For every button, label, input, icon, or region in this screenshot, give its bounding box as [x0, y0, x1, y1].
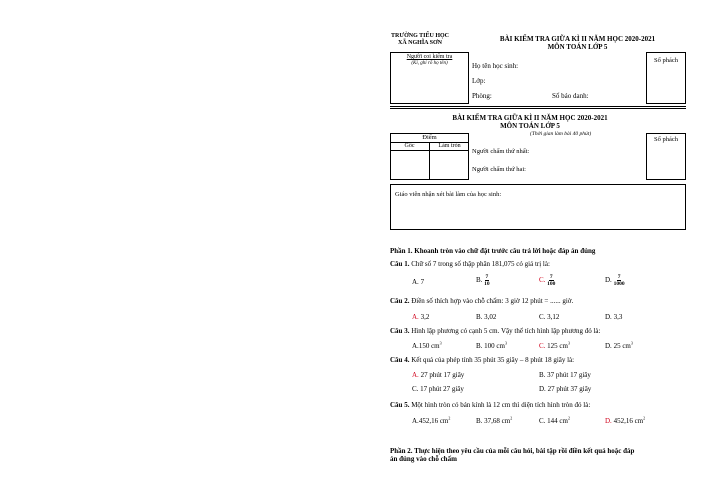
divider-top	[390, 106, 686, 107]
q1-c-letter: C.	[539, 276, 546, 285]
part2-title	[390, 447, 690, 463]
q4-option-c[interactable]	[412, 385, 464, 393]
q5-option-b[interactable]	[476, 417, 512, 425]
question-3	[390, 327, 600, 335]
q1-option-a[interactable]	[412, 278, 424, 286]
q4-option-b[interactable]	[539, 371, 591, 379]
q4-c-text: 17 phút 27 giây	[420, 385, 464, 393]
grading-subject-line: MÔN TOÁN LỚP 5	[500, 122, 560, 130]
q5-label: Câu 5.	[390, 401, 410, 409]
q1-c-fraction: $\frac{7}{100}$	[547, 274, 556, 287]
class-label: Lớp:	[472, 77, 486, 85]
q3-c-text: 125 cm	[547, 342, 568, 350]
q5-d-letter: D.	[605, 417, 612, 425]
q1-a-text: 7	[420, 278, 425, 286]
q2-c-letter: C.	[539, 313, 546, 321]
q5-option-a[interactable]	[412, 417, 450, 425]
q2-option-a[interactable]	[412, 313, 429, 321]
exam-subject-line: MÔN TOÁN LỚP 5	[547, 43, 608, 51]
q3-text: Hình lập phương có cạnh 5 cm. Vậy thể tích hình lập phương đó là:	[411, 327, 601, 335]
q1-b-fraction: $\frac{7}{10}$	[484, 274, 490, 287]
teacher-comment-label: Giáo viên nhận xét bài làm của học sinh:	[395, 191, 502, 198]
q2-a-text: 3,2	[420, 313, 430, 321]
exam-title-line: BÀI KIỂM TRA GIỮA KÌ II NĂM HỌC 2020-2021	[499, 35, 656, 43]
q5-c-text: 144 cm	[547, 417, 568, 425]
q2-b-letter: B.	[476, 313, 483, 321]
q1-option-d[interactable]	[605, 274, 625, 287]
q4-text: Kết quả của phép tính 35 phút 35 giây – 8 phút 18 giây là:	[411, 356, 575, 364]
question-5	[390, 401, 590, 409]
score-label: Điểm	[422, 134, 437, 141]
q1-text: Chữ số 7 trong số thập phân 181,075 có giá trị là:	[411, 260, 550, 268]
supervisor-label: Người coi kiểm tra	[406, 54, 453, 60]
serial-box-top	[646, 52, 686, 104]
q2-d-letter: D.	[605, 313, 612, 321]
q2-a-letter: A.	[412, 313, 419, 321]
q4-d-letter: D.	[539, 385, 546, 393]
q5-b-sup: 2	[510, 415, 513, 421]
exam-title	[470, 35, 685, 51]
q5-option-d[interactable]	[605, 417, 645, 425]
q4-d-text: 27 phút 37 giây	[547, 385, 592, 393]
q5-d-sup: 2	[643, 415, 646, 421]
q3-a-letter: A.	[412, 342, 419, 350]
q5-c-sup: 2	[567, 415, 570, 421]
rounded-score-label: Làm tròn	[438, 143, 461, 149]
q4-option-d[interactable]	[539, 385, 591, 393]
grading-title	[430, 114, 630, 130]
school-name	[388, 33, 452, 47]
candidate-number-label: Số báo danh:	[552, 92, 589, 100]
q1-b-letter: B.	[476, 276, 483, 285]
q3-d-text: 25 cm	[613, 342, 631, 350]
q3-b-text: 100 cm	[484, 342, 505, 350]
q3-option-a[interactable]	[412, 342, 442, 350]
q5-d-text: 452,16 cm	[613, 417, 644, 425]
question-1	[390, 260, 550, 268]
q2-text: Điền số thích hợp vào chỗ chấm: 3 giờ 12 phút = ...... giờ.	[411, 297, 574, 305]
q2-option-c[interactable]	[539, 313, 559, 321]
divider-top-2	[390, 108, 686, 109]
q3-b-sup: 3	[504, 340, 507, 346]
q2-label: Câu 2.	[390, 297, 410, 305]
q2-option-b[interactable]	[476, 313, 496, 321]
serial-label-top: Số phách	[653, 57, 678, 64]
q4-c-letter: C.	[412, 385, 419, 393]
q1-d-letter: D.	[605, 276, 612, 285]
q5-c-letter: C.	[539, 417, 546, 425]
question-4	[390, 356, 574, 364]
supervisor-note: (Kí, ghi rõ họ tên)	[411, 61, 448, 66]
q1-label: Câu 1.	[390, 260, 410, 268]
q1-option-c[interactable]	[539, 274, 555, 287]
q5-a-sup: 2	[448, 415, 451, 421]
q1-d-fraction: $\frac{7}{1000}$	[613, 274, 625, 287]
q5-text: Một hình tròn có bán kính là 12 cm thì diện tích hình tròn đó là:	[411, 401, 591, 409]
q4-b-letter: B.	[539, 371, 546, 379]
q3-label: Câu 3.	[390, 327, 410, 335]
question-2	[390, 297, 573, 305]
serial-label-bottom: Số phách	[653, 136, 678, 143]
q4-option-a[interactable]	[412, 371, 464, 379]
q4-a-text: 27 phút 17 giây	[420, 371, 465, 379]
school-line2: XÃ NGHĨA SƠN	[397, 40, 442, 46]
original-score-label: Gốc	[404, 143, 415, 149]
q3-d-sup: 3	[630, 340, 633, 346]
q1-a-letter: A.	[412, 278, 419, 286]
q3-option-d[interactable]	[605, 342, 633, 350]
q3-c-letter: C.	[539, 342, 546, 350]
room-label: Phòng:	[472, 92, 492, 100]
q4-label: Câu 4.	[390, 356, 410, 364]
school-line1: TRƯỜNG TIỂU HỌC	[390, 33, 449, 39]
part2-title-line1: Phần 2. Thực hiện theo yêu cầu của mỗi câu hỏi, bài tập rồi điền kết quả hoặc đáp	[390, 447, 635, 455]
q3-option-c[interactable]	[539, 342, 570, 350]
q5-b-text: 37,68 cm	[484, 417, 511, 425]
supervisor-box	[390, 52, 469, 104]
q4-a-letter: A.	[412, 371, 419, 379]
part1-title: Phần 1. Khoanh tròn vào chữ đặt trước câu trả lời hoặc đáp án đúng	[390, 247, 596, 255]
q2-d-text: 3,3	[613, 313, 623, 321]
q3-b-letter: B.	[476, 342, 483, 350]
serial-box-bottom	[646, 133, 686, 180]
q3-a-text: 150 cm	[418, 342, 440, 350]
q5-b-letter: B.	[476, 417, 483, 425]
grading-title-line: BÀI KIỂM TRA GIỮA KÌ II NĂM HỌC 2020-2021	[452, 114, 608, 122]
grader1-label: Người chấm thứ nhất:	[472, 148, 530, 155]
q3-option-b[interactable]	[476, 342, 507, 350]
q5-a-letter: A.	[412, 417, 419, 425]
q4-b-text: 37 phút 17 giây	[547, 371, 591, 379]
q3-a-sup: 3	[439, 340, 442, 346]
q1-option-b[interactable]	[476, 274, 490, 287]
q2-option-d[interactable]	[605, 313, 622, 321]
time-note: (Thời gian làm bài 40 phút)	[530, 131, 592, 137]
q5-option-c[interactable]	[539, 417, 570, 425]
grader2-label: Người chấm thứ hai:	[472, 166, 526, 173]
q2-c-text: 3,12	[547, 313, 560, 321]
q2-b-text: 3,02	[484, 313, 497, 321]
q3-d-letter: D.	[605, 342, 612, 350]
part2-title-line2: án đúng vào chỗ chấm	[390, 455, 457, 463]
q3-c-sup: 3	[567, 340, 570, 346]
q5-a-text: 452,16 cm	[418, 417, 449, 425]
teacher-comment-box	[390, 184, 686, 230]
student-name-label: Họ tên học sinh:	[472, 62, 519, 70]
